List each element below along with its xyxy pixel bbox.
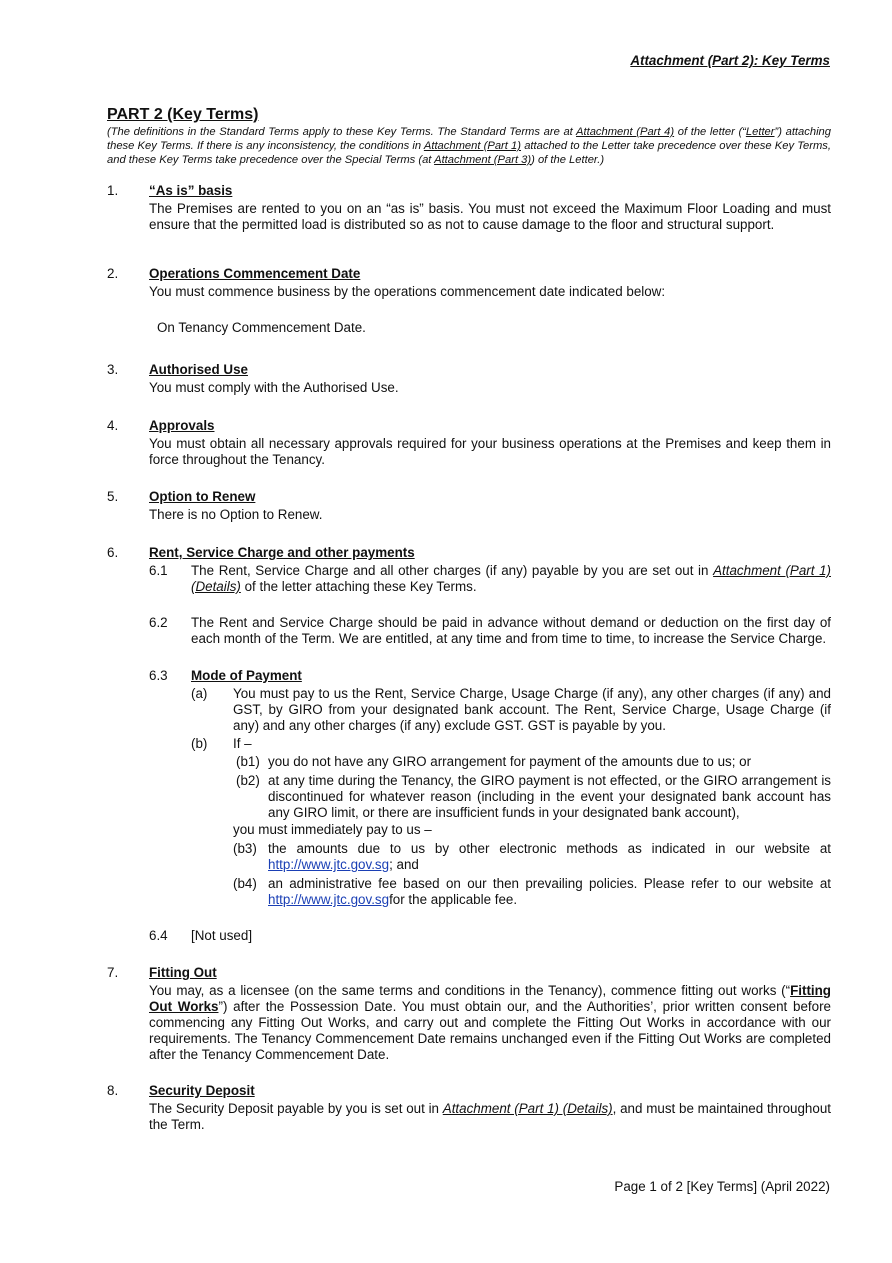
section-8 [107, 1083, 831, 1133]
section-number: 6. [107, 545, 119, 560]
item-b1 [236, 754, 831, 770]
section-heading: Rent, Service Charge and other payments [149, 545, 415, 560]
section-heading: “As is” basis [149, 183, 233, 198]
clause-heading: Mode of Payment [191, 668, 302, 683]
section-body: The Security Deposit payable by you is set out in Attachment (Part 1) (Details), and must be maintained throughout the Term. [149, 1101, 831, 1132]
clause-body: [Not used] [191, 928, 253, 943]
item-label: (b4) [233, 876, 257, 891]
clause-number: 6.3 [149, 668, 168, 683]
defined-term: Fitting Out Works [149, 983, 831, 1014]
clause-6-3 [149, 668, 831, 684]
clause-body: The Rent, Service Charge and all other charges (if any) payable by you are set out in Attachment (Part 1) (Details) of the letter attaching these Key Terms. [191, 563, 831, 594]
item-label: (b3) [233, 841, 257, 856]
section-body: You must comply with the Authorised Use. [149, 380, 399, 395]
section-3 [107, 362, 831, 396]
section-number: 5. [107, 489, 119, 504]
clause-body: The Rent and Service Charge should be paid in advance without demand or deduction on the first day of each month of the Term. We are entitled, at any time and from time to time, to increase the Service Charge. [191, 615, 831, 646]
item-b4 [233, 876, 831, 908]
ref-attachment-part3: Attachment (Part 3) [434, 154, 532, 166]
section-body: You must commence business by the operations commencement date indicated below: [149, 284, 666, 299]
ref-attachment-part1: Attachment (Part 1) [423, 140, 522, 152]
item-b [191, 736, 831, 752]
section-body: There is no Option to Renew. [149, 507, 323, 522]
item-label: (b) [191, 736, 208, 751]
section-4 [107, 418, 831, 468]
clause-6-1 [149, 563, 831, 595]
section-1 [107, 183, 831, 233]
section-number: 8. [107, 1083, 119, 1098]
section-number: 2. [107, 266, 119, 281]
item-b2 [236, 773, 831, 821]
section-heading: Option to Renew [149, 489, 256, 504]
section-heading: Fitting Out [149, 965, 217, 980]
intro-note: (The definitions in the Standard Terms apply to these Key Terms. The Standard Terms are at Attachment (Part 4) of the letter (“Letter”) attaching these Key Terms. If there is any inconsistency, the conditions in Attachment (Part 1) attached to the Letter take precedence over these Key Terms, and these Key Terms take precedence over the Special Terms (at Attachment (Part 3)) of the Letter.) [107, 126, 832, 166]
jtc-website-link[interactable]: http://www.jtc.gov.sg [268, 892, 390, 907]
item-b3 [233, 841, 831, 873]
item-body: If – [233, 736, 252, 751]
clause-number: 6.1 [149, 563, 168, 578]
section-number: 3. [107, 362, 119, 377]
item-body: at any time during the Tenancy, the GIRO payment is not effected, or the GIRO arrangement is discontinued for whatever reason (including in the event your designated bank account has any GIRO limit, or there are insufficient funds in your designated bank account), [268, 773, 831, 820]
clause-6-4 [149, 928, 831, 944]
item-body: you do not have any GIRO arrangement for payment of the amounts due to us; or [268, 754, 752, 769]
clause-number: 6.2 [149, 615, 168, 630]
item-body: an administrative fee based on our then prevailing policies. Please refer to our website at http://www.jtc.gov.sgfor the applicable fee. [268, 876, 831, 907]
section-heading: Operations Commencement Date [149, 266, 361, 281]
item-label: (b2) [236, 773, 260, 788]
clause-number: 6.4 [149, 928, 168, 943]
section-body: You must obtain all necessary approvals required for your business operations at the Premises and keep them in force throughout the Tenancy. [149, 436, 831, 467]
section-body: You may, as a licensee (on the same terms and conditions in the Tenancy), commence fitting out works (“Fitting Out Works”) after the Possession Date. You must obtain our, and the Authorities’, prior written consent before commencing any Fitting Out Works, and carry out and complete the Fitting Out Works in accordance with our requirements. The Tenancy Commencement Date remains unchanged even if the Fitting Out Works are completed after the Tenancy Commencement Date. [149, 983, 831, 1062]
section-6 [107, 545, 831, 561]
page-title: PART 2 (Key Terms) [107, 106, 259, 123]
section-heading: Authorised Use [149, 362, 248, 377]
attachment-header: Attachment (Part 2): Key Terms [630, 53, 830, 68]
must-pay-text: you must immediately pay to us – [233, 822, 432, 837]
jtc-website-link[interactable]: http://www.jtc.gov.sg [268, 857, 390, 872]
commencement-value: On Tenancy Commencement Date. [157, 320, 366, 335]
item-label: (a) [191, 686, 208, 701]
item-body: the amounts due to us by other electronic methods as indicated in our website at http://www.jtc.gov.sg; and [268, 841, 831, 872]
section-heading: Approvals [149, 418, 215, 433]
page-footer: Page 1 of 2 [Key Terms] (April 2022) [614, 1179, 830, 1194]
ref-attachment-part4: Attachment (Part 4) [576, 126, 675, 138]
ref-letter: Letter [745, 126, 775, 138]
section-number: 4. [107, 418, 119, 433]
clause-6-2 [149, 615, 831, 647]
ref-attachment-part1-details: Attachment (Part 1) (Details) [442, 1101, 613, 1116]
section-number: 1. [107, 183, 119, 198]
section-5 [107, 489, 831, 523]
section-7 [107, 965, 831, 1063]
item-body: You must pay to us the Rent, Service Charge, Usage Charge (if any), any other charges (if any) and GST, by GIRO from your designated bank account. The Rent, Service Charge, Usage Charge (if any) and any other charges (if any) exclude GST. GST is payable by you. [233, 686, 831, 733]
item-label: (b1) [236, 754, 260, 769]
section-heading: Security Deposit [149, 1083, 255, 1098]
ref-attachment-part1-details: Attachment (Part 1) (Details) [191, 563, 831, 594]
item-a [191, 686, 831, 734]
section-number: 7. [107, 965, 119, 980]
section-2 [107, 266, 831, 336]
section-body: The Premises are rented to you on an “as is” basis. You must not exceed the Maximum Floor Loading and must ensure that the permitted load is distributed so as not to cause damage to the floor and structural support. [149, 201, 831, 232]
